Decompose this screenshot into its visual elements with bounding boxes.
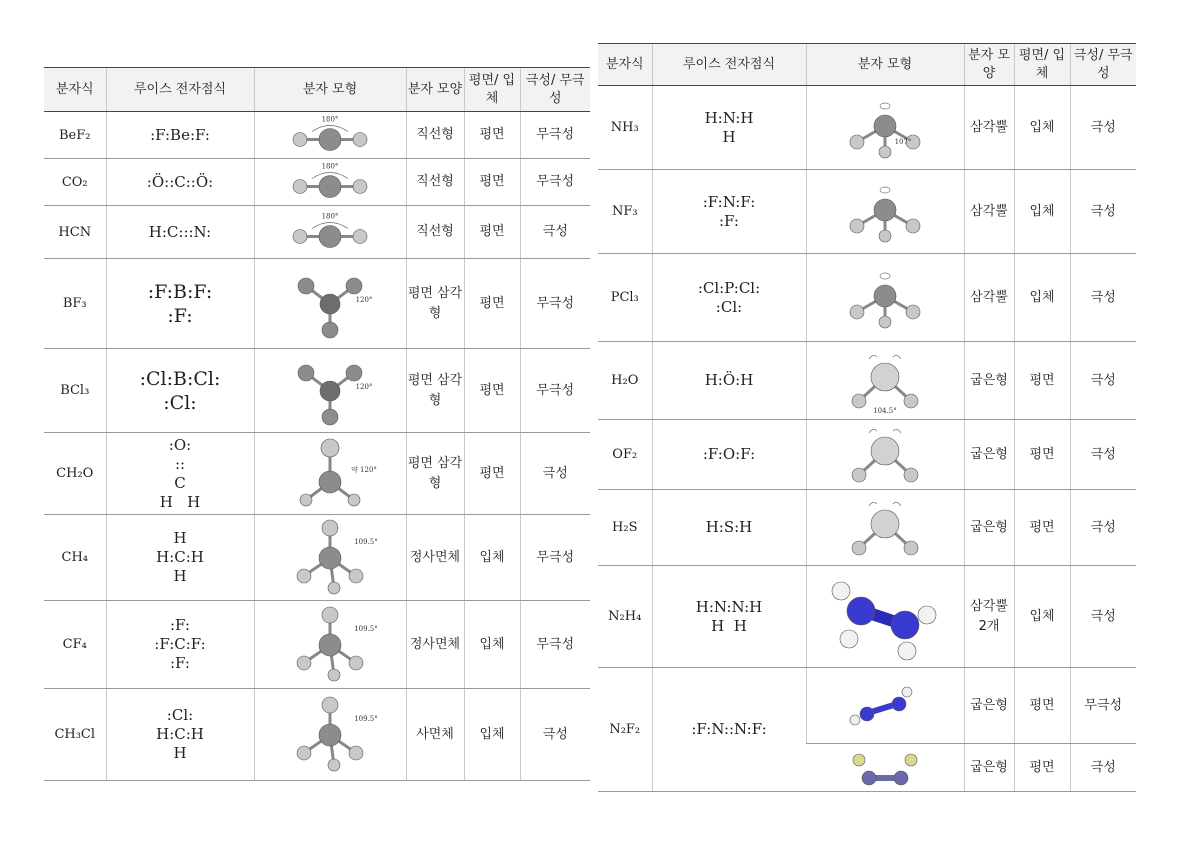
outer-atom <box>904 394 918 408</box>
header-shape: 분자 모양 <box>964 44 1014 86</box>
molecule-row <box>44 515 590 601</box>
outer-atom <box>349 746 363 760</box>
outer-atom <box>297 656 311 670</box>
central-atom <box>871 510 899 538</box>
nitrogen-atom <box>847 597 875 625</box>
shape-cell: 직선형 <box>406 206 464 259</box>
lewis-line: :Cl: <box>715 297 743 316</box>
formula-cell: PCl₃ <box>598 254 652 342</box>
planar-cell: 입체 <box>1014 566 1070 668</box>
shape-cell: 굽은형 <box>964 668 1014 744</box>
angle-label: 180° <box>321 162 339 170</box>
angle-label: 120° <box>355 382 373 391</box>
lewis-cell <box>106 433 254 515</box>
molecule-model <box>810 174 960 250</box>
molecule-model <box>810 570 960 664</box>
model-cell <box>254 433 406 515</box>
lewis-line: H H <box>159 492 201 511</box>
lewis-cell <box>652 254 806 342</box>
header-lewis: 루이스 전자점식 <box>652 44 806 86</box>
planar-cell: 입체 <box>1014 170 1070 254</box>
model-cell <box>806 86 964 170</box>
lone-pair-icon <box>869 502 901 506</box>
outer-atom <box>353 132 367 146</box>
central-atom <box>871 363 899 391</box>
lewis-line: :O: <box>168 435 192 454</box>
outer-atom <box>297 569 311 583</box>
oxygen-atom <box>321 439 339 457</box>
molecule-row <box>598 420 1136 490</box>
outer-atom <box>850 135 864 149</box>
lewis-cell <box>652 86 806 170</box>
model-cell <box>254 206 406 259</box>
molecule-model <box>255 353 405 429</box>
lone-pair-icon <box>880 187 890 193</box>
shape-cell: 사면체 <box>406 689 464 781</box>
formula-cell: NF₃ <box>598 170 652 254</box>
shape-cell: 삼각뿔 <box>964 254 1014 342</box>
model-cell <box>254 601 406 689</box>
molecule-model <box>255 210 405 255</box>
hydrogen-atom <box>300 494 312 506</box>
lewis-line: :Cl: <box>163 391 197 414</box>
lewis-line: :Cl:P:Cl: <box>697 278 761 297</box>
lewis-line: H:C:H <box>156 725 204 743</box>
header-shape: 분자 모양 <box>406 68 464 112</box>
planar-cell: 입체 <box>1014 254 1070 342</box>
model-cell <box>254 349 406 433</box>
molecule-row <box>598 342 1136 420</box>
shape-cell: 정사면체 <box>406 601 464 689</box>
molecule-row <box>44 112 590 159</box>
formula-cell: CH₃Cl <box>44 689 106 781</box>
lewis-line: H <box>173 744 187 762</box>
header-polarity: 극성/ 무극성 <box>1070 44 1136 86</box>
lewis-line: H:C:::N: <box>148 222 212 241</box>
planar-cell: 평면 <box>464 349 520 433</box>
central-atom <box>319 128 341 150</box>
lewis-cell <box>652 170 806 254</box>
angle-label: 109.5° <box>354 537 378 546</box>
angle-label: 120° <box>355 295 373 304</box>
angle-label: 약 120° <box>351 465 377 474</box>
nitrogen-atom <box>862 771 876 785</box>
molecule-row <box>598 170 1136 254</box>
lewis-line: H:N:N:H <box>695 597 763 616</box>
model-cell <box>254 112 406 159</box>
shape-cell: 삼각뿔 <box>964 86 1014 170</box>
polarity-cell: 무극성 <box>520 159 590 206</box>
polarity-cell: 무극성 <box>520 601 590 689</box>
hydrogen-atom <box>840 630 858 648</box>
central-atom <box>319 634 341 656</box>
shape-cell: 굽은형 <box>964 490 1014 566</box>
lewis-line: H:C:H <box>156 548 204 566</box>
lewis-line: :F: <box>170 616 190 634</box>
model-cell <box>806 566 964 668</box>
lewis-cell <box>652 566 806 668</box>
lewis-line: H <box>173 567 187 585</box>
lewis-cell <box>652 420 806 490</box>
outer-atom <box>293 179 307 193</box>
lewis-cell <box>106 112 254 159</box>
fluorine-atom <box>902 687 912 697</box>
shape-cell: 삼각뿔 2개 <box>964 566 1014 668</box>
polarity-cell: 극성 <box>1070 342 1136 420</box>
polarity-cell: 극성 <box>520 433 590 515</box>
central-atom <box>871 437 899 465</box>
angle-label: 180° <box>321 212 339 220</box>
lewis-cell <box>106 259 254 349</box>
molecule-model <box>255 163 405 202</box>
formula-cell: BF₃ <box>44 259 106 349</box>
molecule-row <box>44 159 590 206</box>
lewis-line: :F:O:F: <box>702 445 756 463</box>
lewis-cell <box>106 349 254 433</box>
shape-cell: 평면 삼각형 <box>406 433 464 515</box>
planar-cell: 입체 <box>1014 86 1070 170</box>
lewis-line: :F:N:F: <box>702 192 756 211</box>
header-polarity: 극성/ 무극성 <box>520 68 590 112</box>
formula-cell: CH₄ <box>44 515 106 601</box>
lewis-line: H H <box>711 616 747 635</box>
outer-atom <box>879 146 891 158</box>
outer-atom <box>879 316 891 328</box>
molecule-row <box>598 668 1136 744</box>
molecule-model <box>255 605 405 685</box>
header-model: 분자 모형 <box>254 68 406 112</box>
molecule-row <box>44 433 590 515</box>
molecule-model <box>810 748 960 788</box>
central-atom <box>319 547 341 569</box>
angle-label: 109.5° <box>354 624 378 633</box>
fluorine-atom <box>853 754 865 766</box>
lewis-line: :F: <box>170 654 190 672</box>
model-cell <box>806 254 964 342</box>
outer-atom <box>852 394 866 408</box>
formula-cell: N₂H₄ <box>598 566 652 668</box>
outer-atom <box>322 520 338 536</box>
planar-cell: 평면 <box>1014 342 1070 420</box>
central-atom <box>319 175 341 197</box>
fluorine-atom <box>905 754 917 766</box>
outer-atom <box>906 305 920 319</box>
formula-cell: CH₂O <box>44 433 106 515</box>
formula-cell: HCN <box>44 206 106 259</box>
lewis-line: :Ö::C::Ö: <box>146 172 214 191</box>
lewis-cell <box>652 342 806 420</box>
left-table-body <box>44 112 590 781</box>
outer-atom <box>346 365 362 381</box>
lewis-line: :F:B:F: <box>147 280 213 303</box>
left-molecule-table <box>44 67 590 781</box>
polarity-cell: 극성 <box>1070 420 1136 490</box>
planar-cell: 입체 <box>464 689 520 781</box>
formula-cell: BeF₂ <box>44 112 106 159</box>
shape-cell: 삼각뿔 <box>964 170 1014 254</box>
right-molecule-table <box>598 43 1136 792</box>
lewis-line: H <box>173 529 187 547</box>
lone-pair-icon <box>869 355 901 359</box>
shape-cell: 굽은형 <box>964 342 1014 420</box>
lone-pair-icon <box>880 273 890 279</box>
planar-cell: 평면 <box>464 259 520 349</box>
molecule-row <box>44 689 590 781</box>
angle-label: 109.5° <box>354 714 378 723</box>
header-planar: 평면/ 입체 <box>464 68 520 112</box>
header-model: 분자 모형 <box>806 44 964 86</box>
outer-atom <box>297 746 311 760</box>
planar-cell: 평면 <box>1014 744 1070 792</box>
polarity-cell: 극성 <box>1070 744 1136 792</box>
central-atom <box>319 225 341 247</box>
shape-cell: 굽은형 <box>964 420 1014 490</box>
molecule-row <box>44 601 590 689</box>
lewis-line: :F: <box>167 304 193 327</box>
carbon-atom <box>319 471 341 493</box>
outer-atom <box>850 219 864 233</box>
formula-cell: N₂F₂ <box>598 668 652 792</box>
nitrogen-atom <box>892 697 906 711</box>
header-lewis: 루이스 전자점식 <box>106 68 254 112</box>
polarity-cell: 무극성 <box>520 349 590 433</box>
planar-cell: 입체 <box>464 601 520 689</box>
polarity-cell: 극성 <box>520 206 590 259</box>
polarity-cell: 무극성 <box>520 259 590 349</box>
model-cell <box>806 170 964 254</box>
outer-atom <box>322 697 338 713</box>
outer-atom <box>293 132 307 146</box>
planar-cell: 평면 <box>464 112 520 159</box>
lewis-cell <box>106 159 254 206</box>
model-cell <box>806 668 964 744</box>
molecule-model <box>810 258 960 338</box>
hydrogen-atom <box>898 642 916 660</box>
lewis-cell <box>106 515 254 601</box>
model-cell <box>254 515 406 601</box>
central-atom <box>874 115 896 137</box>
hydrogen-atom <box>348 494 360 506</box>
lone-pair-icon <box>869 429 901 433</box>
molecule-model <box>810 90 960 166</box>
model-cell <box>806 490 964 566</box>
lewis-line: :F: <box>719 211 739 230</box>
lewis-cell <box>106 206 254 259</box>
lewis-cell <box>652 490 806 566</box>
formula-cell: BCl₃ <box>44 349 106 433</box>
lewis-line: C <box>174 473 186 492</box>
shape-cell: 평면 삼각형 <box>406 259 464 349</box>
outer-atom <box>293 229 307 243</box>
molecule-model <box>810 672 960 740</box>
formula-cell: OF₂ <box>598 420 652 490</box>
lewis-line: :Cl: <box>166 706 194 724</box>
lewis-line: H:S:H <box>705 518 753 536</box>
outer-atom <box>353 179 367 193</box>
polarity-cell: 극성 <box>1070 254 1136 342</box>
lewis-cell <box>106 601 254 689</box>
outer-atom <box>328 582 340 594</box>
shape-cell: 평면 삼각형 <box>406 349 464 433</box>
central-atom <box>320 381 340 401</box>
lewis-line: H <box>722 127 736 146</box>
outer-atom <box>346 278 362 294</box>
molecule-model <box>255 519 405 597</box>
outer-atom <box>349 656 363 670</box>
lewis-line: :F:N::N:F: <box>691 720 767 738</box>
outer-atom <box>298 365 314 381</box>
shape-cell: 굽은형 <box>964 744 1014 792</box>
lewis-line: H:Ö:H <box>704 371 754 389</box>
lewis-line: :Cl:B:Cl: <box>139 367 221 390</box>
shape-cell: 직선형 <box>406 112 464 159</box>
polarity-cell: 극성 <box>1070 86 1136 170</box>
formula-cell: H₂S <box>598 490 652 566</box>
planar-cell: 평면 <box>1014 490 1070 566</box>
lewis-line: :F:Be:F: <box>150 125 210 144</box>
shape-cell: 직선형 <box>406 159 464 206</box>
outer-atom <box>850 305 864 319</box>
molecule-model <box>255 116 405 155</box>
molecule-row <box>598 490 1136 566</box>
outer-atom <box>328 669 340 681</box>
polarity-cell: 극성 <box>1070 490 1136 566</box>
molecule-model <box>255 693 405 777</box>
model-cell <box>806 744 964 792</box>
model-cell <box>254 689 406 781</box>
outer-atom <box>322 607 338 623</box>
formula-cell: NH₃ <box>598 86 652 170</box>
model-cell <box>806 420 964 490</box>
molecule-model <box>255 437 405 511</box>
lewis-cell <box>106 689 254 781</box>
planar-cell: 평면 <box>464 159 520 206</box>
molecule-model <box>810 424 960 486</box>
model-cell <box>806 342 964 420</box>
polarity-cell: 극성 <box>520 689 590 781</box>
lewis-cell <box>652 668 806 792</box>
central-atom <box>874 285 896 307</box>
lewis-line: :F:C:F: <box>154 635 206 653</box>
formula-cell: CF₄ <box>44 601 106 689</box>
outer-atom <box>328 759 340 771</box>
lewis-line: :: <box>174 454 186 473</box>
molecule-model <box>255 263 405 345</box>
molecule-model <box>810 346 960 416</box>
model-cell <box>254 159 406 206</box>
header-formula: 분자식 <box>598 44 652 86</box>
molecule-row <box>598 86 1136 170</box>
fluorine-atom <box>850 715 860 725</box>
polarity-cell: 무극성 <box>520 515 590 601</box>
hydrogen-atom <box>918 606 936 624</box>
outer-atom <box>879 230 891 242</box>
model-cell <box>254 259 406 349</box>
header-planar: 평면/ 입체 <box>1014 44 1070 86</box>
planar-cell: 평면 <box>464 433 520 515</box>
lone-pair-icon <box>880 103 890 109</box>
central-atom <box>874 199 896 221</box>
outer-atom <box>906 219 920 233</box>
angle-label: 104.5° <box>873 406 897 415</box>
planar-cell: 평면 <box>1014 420 1070 490</box>
central-atom <box>319 724 341 746</box>
molecule-row <box>44 349 590 433</box>
angle-label: 107° <box>894 137 912 146</box>
polarity-cell: 극성 <box>1070 170 1136 254</box>
header-formula: 분자식 <box>44 68 106 112</box>
shape-cell: 정사면체 <box>406 515 464 601</box>
formula-cell: H₂O <box>598 342 652 420</box>
molecule-row <box>598 566 1136 668</box>
central-atom <box>320 294 340 314</box>
outer-atom <box>852 541 866 555</box>
molecule-row <box>44 206 590 259</box>
hydrogen-atom <box>832 582 850 600</box>
outer-atom <box>904 541 918 555</box>
molecule-row <box>44 259 590 349</box>
formula-cell: CO₂ <box>44 159 106 206</box>
outer-atom <box>852 468 866 482</box>
angle-label: 180° <box>321 115 339 123</box>
outer-atom <box>349 569 363 583</box>
lewis-line: H:N:H <box>704 108 754 127</box>
nitrogen-atom <box>891 611 919 639</box>
molecule-model <box>810 494 960 562</box>
outer-atom <box>904 468 918 482</box>
right-table-body <box>598 86 1136 792</box>
polarity-cell: 무극성 <box>1070 668 1136 744</box>
outer-atom <box>322 322 338 338</box>
polarity-cell: 극성 <box>1070 566 1136 668</box>
nitrogen-atom <box>894 771 908 785</box>
polarity-cell: 무극성 <box>520 112 590 159</box>
planar-cell: 평면 <box>464 206 520 259</box>
outer-atom <box>353 229 367 243</box>
outer-atom <box>298 278 314 294</box>
nitrogen-atom <box>860 707 874 721</box>
molecule-row <box>598 254 1136 342</box>
outer-atom <box>322 409 338 425</box>
planar-cell: 입체 <box>464 515 520 601</box>
planar-cell: 평면 <box>1014 668 1070 744</box>
